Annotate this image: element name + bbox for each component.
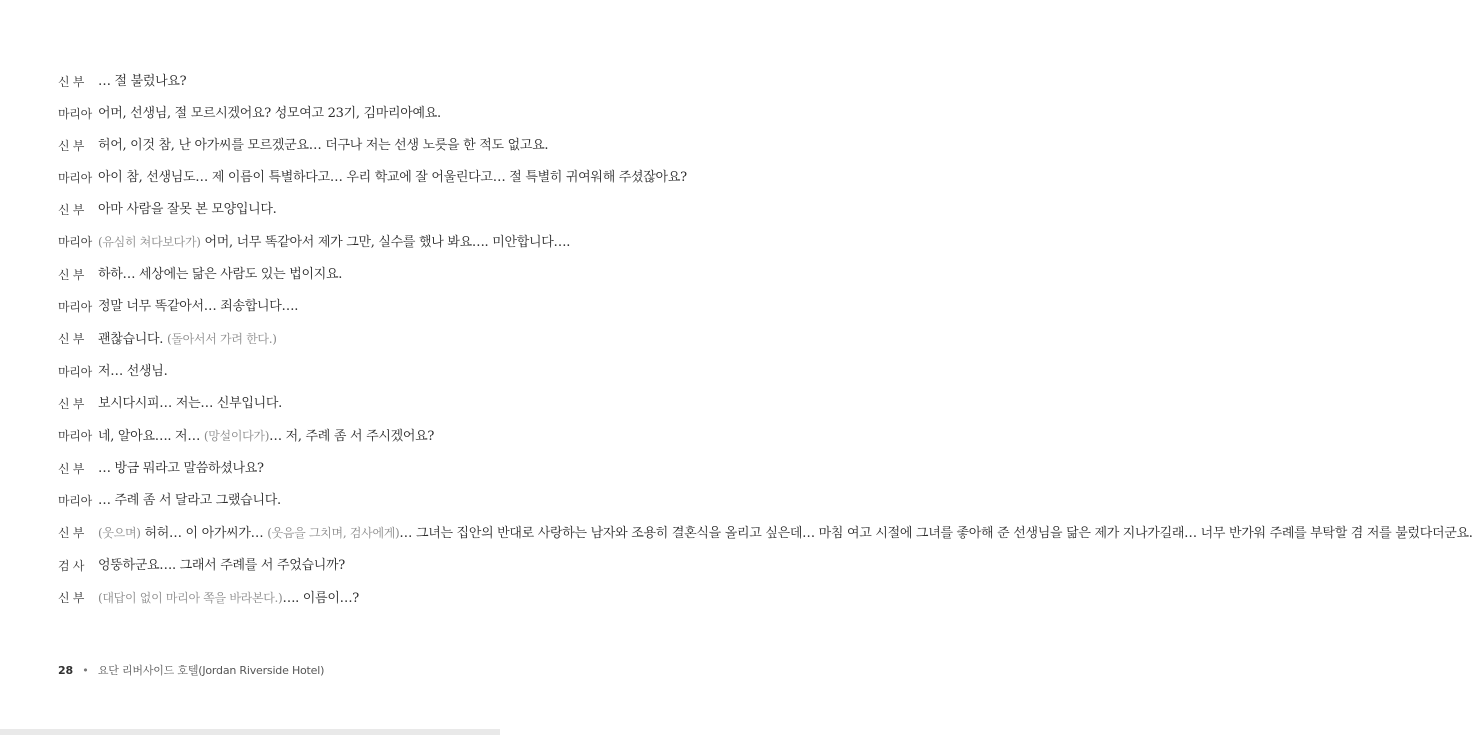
page-edge bbox=[0, 729, 500, 735]
speaker-label: 신 부 bbox=[58, 591, 85, 605]
spoken-text: 허허… 이 아가씨가… bbox=[140, 526, 268, 541]
stage-direction: (돌아서서 가려 한다.) bbox=[166, 332, 277, 346]
speaker-label: 신 부 bbox=[58, 332, 85, 346]
stage-direction: (유심히 쳐다보다가) bbox=[98, 235, 201, 249]
speaker-label: 신 부 bbox=[58, 268, 85, 282]
speaker-label: 신 부 bbox=[58, 526, 85, 540]
speaker-label: 마리아 bbox=[58, 494, 92, 508]
footer-separator: • bbox=[82, 664, 89, 677]
speaker-label: 마리아 bbox=[58, 429, 92, 443]
spoken-text: 엉뚱하군요…. 그래서 주례를 서 주었습니까? bbox=[98, 558, 345, 573]
dialogue-text bbox=[98, 487, 460, 515]
dialogue-line bbox=[58, 519, 1473, 548]
spoken-text: 보시다시피… 저는… 신부입니다. bbox=[98, 396, 282, 411]
speaker-label: 마리아 bbox=[58, 235, 92, 249]
speaker-label: 마리아 bbox=[58, 300, 92, 314]
dialogue-text bbox=[98, 584, 460, 613]
spoken-text: 어머, 너무 똑같아서 제가 그만, 실수를 했나 봐요…. 미안합니다…. bbox=[200, 235, 571, 250]
stage-direction: (웃으며) bbox=[98, 526, 141, 540]
dialogue-text bbox=[98, 293, 460, 321]
dialogue-line bbox=[58, 487, 460, 515]
dialogue-text bbox=[98, 455, 460, 483]
stage-direction: (대답이 없이 마리아 쪽을 바라본다.) bbox=[98, 591, 283, 605]
script-body bbox=[58, 68, 1473, 617]
dialogue-text bbox=[98, 519, 1473, 548]
page-footer bbox=[58, 662, 324, 678]
page-number: 28 bbox=[58, 664, 73, 677]
spoken-text: … 주례 좀 서 달라고 그랬습니다. bbox=[98, 493, 281, 508]
spoken-text: … 절 불렀나요? bbox=[98, 74, 187, 89]
speaker-label: 신 부 bbox=[58, 203, 85, 217]
dialogue-line bbox=[58, 584, 460, 613]
spoken-text: 하하… 세상에는 닮은 사람도 있는 법이지요. bbox=[98, 267, 343, 282]
dialogue-line bbox=[58, 261, 460, 289]
dialogue-text bbox=[98, 100, 460, 128]
speaker-label: 신 부 bbox=[58, 397, 85, 411]
dialogue-line bbox=[58, 228, 571, 257]
dialogue-line bbox=[58, 100, 460, 128]
spoken-text: … 방금 뭐라고 말씀하셨나요? bbox=[98, 461, 264, 476]
dialogue-text bbox=[98, 358, 460, 386]
dialogue-text bbox=[98, 422, 460, 451]
spoken-text: … 저, 주례 좀 서 주시겠어요? bbox=[269, 429, 435, 444]
spoken-text: 허어, 이것 참, 난 아가씨를 모르겠군요… 더구나 저는 선생 노릇을 한 적도 없고요. bbox=[98, 138, 549, 153]
dialogue-line bbox=[58, 196, 460, 224]
spoken-text: … 그녀는 집안의 반대로 사랑하는 남자와 조용히 결혼식을 올리고 싶은데… 마침 여고 시절에 그녀를 좋아해 준 선생님을 닮은 제가 지나가길래… 너무 반가워 주례를 부탁할 겸 저를 불렀다더군요. bbox=[399, 526, 1473, 541]
stage-direction: (웃음을 그치며, 검사에게) bbox=[267, 526, 400, 540]
dialogue-text bbox=[98, 325, 460, 354]
speaker-label: 검 사 bbox=[58, 559, 85, 573]
dialogue-line bbox=[58, 390, 460, 418]
dialogue-line bbox=[58, 132, 549, 160]
dialogue-line bbox=[58, 552, 460, 580]
dialogue-line bbox=[58, 358, 460, 386]
speaker-label: 신 부 bbox=[58, 462, 85, 476]
dialogue-text bbox=[98, 261, 460, 289]
dialogue-line bbox=[58, 68, 460, 96]
dialogue-text bbox=[98, 228, 570, 257]
dialogue-text bbox=[98, 164, 687, 192]
dialogue-text bbox=[98, 132, 548, 160]
dialogue-line bbox=[58, 455, 460, 483]
dialogue-text bbox=[98, 68, 460, 96]
speaker-label: 마리아 bbox=[58, 171, 92, 185]
spoken-text: 어머, 선생님, 절 모르시겠어요? 성모여고 23기, 김마리아예요. bbox=[98, 106, 441, 121]
spoken-text: 아마 사람을 잘못 본 모양입니다. bbox=[98, 202, 277, 217]
dialogue-text bbox=[98, 390, 460, 418]
stage-direction: (망설이다가) bbox=[203, 429, 270, 443]
spoken-text: 정말 너무 똑같아서… 죄송합니다…. bbox=[98, 299, 299, 314]
spoken-text: …. 이름이…? bbox=[282, 591, 359, 606]
spoken-text: 저… 선생님. bbox=[98, 364, 168, 379]
spoken-text: 괜찮습니다. bbox=[98, 332, 167, 347]
spoken-text: 네, 알아요…. 저… bbox=[98, 429, 204, 444]
dialogue-text bbox=[98, 196, 460, 224]
book-title: 요단 리버사이드 호텔(Jordan Riverside Hotel) bbox=[97, 664, 325, 677]
dialogue-line bbox=[58, 164, 687, 192]
dialogue-line bbox=[58, 422, 460, 451]
speaker-label: 마리아 bbox=[58, 107, 92, 121]
speaker-label: 신 부 bbox=[58, 75, 85, 89]
speaker-label: 신 부 bbox=[58, 139, 85, 153]
dialogue-text bbox=[98, 552, 460, 580]
spoken-text: 아이 참, 선생님도… 제 이름이 특별하다고… 우리 학교에 잘 어울린다고… 절 특별히 귀여워해 주셨잖아요? bbox=[98, 170, 687, 185]
dialogue-line bbox=[58, 325, 460, 354]
speaker-label: 마리아 bbox=[58, 365, 92, 379]
dialogue-line bbox=[58, 293, 460, 321]
